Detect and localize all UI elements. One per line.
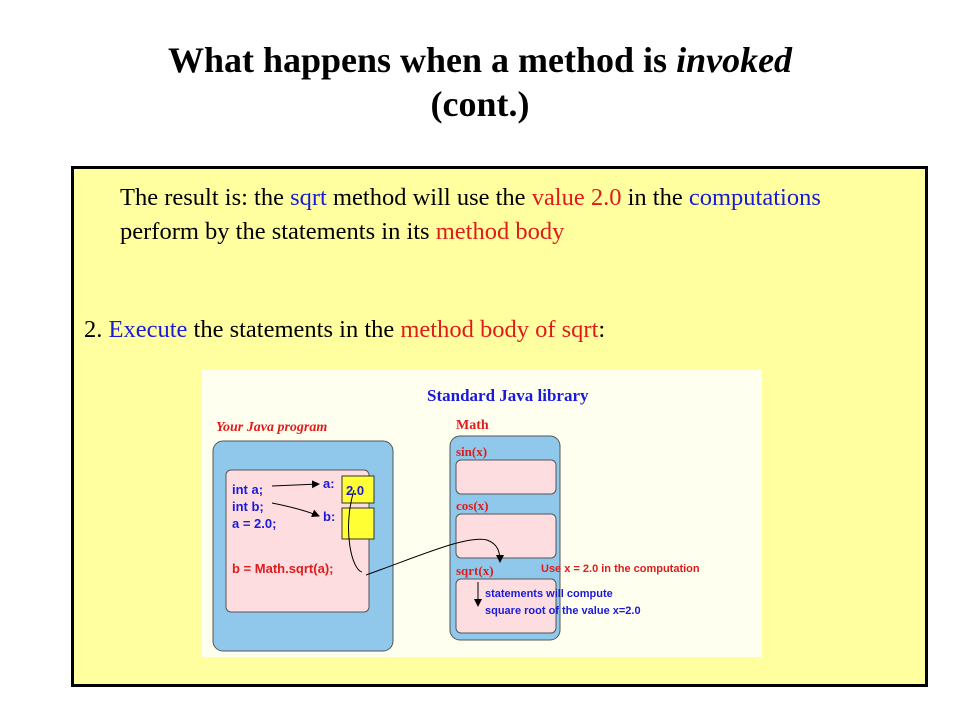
para2-number: 2. xyxy=(84,316,109,343)
compute-note-line-2: square root of the value x=2.0 xyxy=(485,605,641,617)
code-line-2: int b; xyxy=(232,499,264,514)
para2-execute: Execute xyxy=(108,316,188,343)
var-a-value: 2.0 xyxy=(346,483,365,498)
library-title: Standard Java library xyxy=(427,386,589,405)
para1-computations: computations xyxy=(688,184,821,211)
para1-sqrt: sqrt xyxy=(290,184,327,211)
para1-text-1: The result is: the xyxy=(120,184,291,211)
title-line-2: (cont.) xyxy=(430,84,530,124)
method-sqrt: sqrt(x) xyxy=(456,563,494,578)
title-text: What happens when a method is xyxy=(167,40,677,80)
method-sin: sin(x) xyxy=(456,444,488,459)
cos-body-box xyxy=(456,514,556,558)
slide-title xyxy=(0,38,960,126)
sin-body-box xyxy=(456,460,556,494)
var-b-box xyxy=(342,508,374,539)
program-label: Your Java program xyxy=(216,420,328,435)
para2-method-body: method body of sqrt xyxy=(400,316,599,343)
step-2-paragraph xyxy=(84,313,864,347)
para1-text-3: method will use the xyxy=(326,184,532,211)
use-note: Use x = 2.0 in the computation xyxy=(541,563,700,575)
title-italic-word: invoked xyxy=(676,40,793,80)
para2-text-3: the statements in the xyxy=(187,316,401,343)
para1-method-body: method body xyxy=(435,218,565,245)
para2-colon: : xyxy=(598,316,606,343)
content-panel xyxy=(71,166,928,687)
method-cos: cos(x) xyxy=(456,498,489,513)
code-line-1: int a; xyxy=(232,482,264,497)
result-paragraph xyxy=(120,181,900,249)
var-a-label: a: xyxy=(323,476,335,491)
para1-text-5: in the xyxy=(621,184,689,211)
para1-text-7: perform by the statements in its xyxy=(120,218,436,245)
code-line-3: a = 2.0; xyxy=(232,516,277,531)
math-label: Math xyxy=(456,418,489,433)
var-b-label: b: xyxy=(323,509,336,524)
code-line-4: b = Math.sqrt(a); xyxy=(232,561,334,576)
compute-note-line-1: statements will compute xyxy=(485,588,613,600)
para1-value: value 2.0 xyxy=(531,184,622,211)
method-invocation-diagram xyxy=(202,370,762,657)
